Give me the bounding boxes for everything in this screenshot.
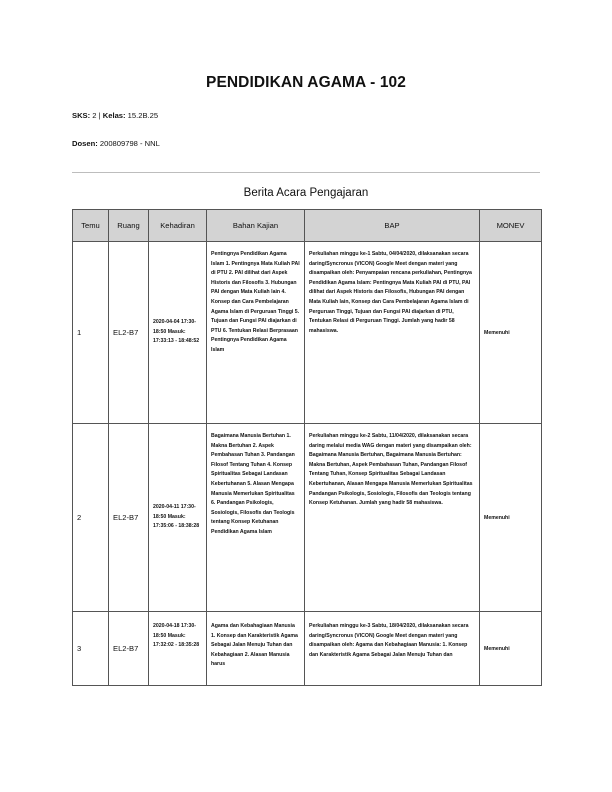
divider [72, 172, 540, 173]
column-header-monev: MONEV [480, 210, 542, 242]
cell-temu: 2 [73, 424, 109, 612]
dosen-value: 200809798 - NNL [99, 139, 160, 148]
table-header-row [73, 210, 542, 242]
section-title: Berita Acara Pengajaran [243, 187, 369, 199]
table-row [73, 424, 542, 612]
cell-temu: 3 [73, 612, 109, 686]
cell-ruang: EL2-B7 [109, 242, 149, 424]
teaching-report-table [72, 209, 542, 686]
info-separator: | [98, 111, 101, 120]
cell-bap: Perkuliahan minggu ke-1 Sabtu, 04/04/2020, dilaksanakan secara daring/Syncronus (VICON) Google Meet dengan materi yang disampaikan oleh: Penyampaian rencana perkuliahan, Pentingnya Pendidikan Agama Islam: Pentingnya Mata Kuliah PAI di PTU, PAI dilihat dari Aspek Historis dan Filosofis, Hubungan PAI dengan Mata Kuliah lain, Konsep dan Cara Pembelajaran Agama Islam di Perguruan Tinggi, Tujuan dan Fungsi PAI diajarkan di PTU, Tentukan Relasi di Perguruan Tinggi. Jumlah yang hadir 58 mahasiswa. [305, 242, 480, 424]
dosen-label: Dosen: [72, 139, 98, 148]
cell-ruang: EL2-B7 [109, 424, 149, 612]
cell-monev: Memenuhi [480, 612, 542, 686]
sks-value: 2 [92, 111, 97, 120]
course-info [72, 111, 158, 120]
table-row [73, 612, 542, 686]
cell-ruang: EL2-B7 [109, 612, 149, 686]
column-header-ruang: Ruang [109, 210, 149, 242]
column-header-bahan-kajian: Bahan Kajian [207, 210, 305, 242]
page-title: PENDIDIKAN AGAMA - 102 [206, 74, 406, 91]
cell-kehadiran: 2020-04-11 17:30-18:50 Masuk: 17:35:06 - 18:38:28 [149, 424, 207, 612]
kelas-label: Kelas: [102, 111, 126, 120]
cell-bahan-kajian: Bagaimana Manusia Bertuhan 1. Makna Bertuhan 2. Aspek Pembahasan Tuhan 3. Pandangan Filosof Tentang Tuhan 4. Konsep Spiritualitas Sebagai Landasan Kebertuhanan 5. Alasan Mengapa Manusia Memerlukan Spiritualitas 6. Pandangan Psikologis, Sosiologis, Filosofis dan Teologis tentang Konsep Ketuhanan Pendidikan Agama Islam [207, 424, 305, 612]
cell-kehadiran: 2020-04-04 17:30-18:50 Masuk: 17:33:13 - 18:48:52 [149, 242, 207, 424]
kelas-value: 15.2B.25 [127, 111, 159, 120]
cell-bahan-kajian: Pentingnya Pendidikan Agama Islam 1. Pentingnya Mata Kuliah PAI di PTU 2. PAI dilihat dari Aspek Historis dan Filosofis 3. Hubungan PAI dengan Mata Kuliah lain 4. Konsep dan Cara Pembelajaran Agama Islam di Perguruan Tinggi 5. Tujuan dan Fungsi PAI diajarkan di PTU 6. Tentukan Relasi Berprasaan Pentingnya Pendidikan Agama Islam [207, 242, 305, 424]
column-header-temu: Temu [73, 210, 109, 242]
column-header-bap: BAP [305, 210, 480, 242]
cell-temu: 1 [73, 242, 109, 424]
cell-bap: Perkuliahan minggu ke-3 Sabtu, 18/04/2020, dilaksanakan secara daring/Syncronus (VICON) Google Meet dengan materi yang disampaikan oleh: Agama dan Kebahagiaan Manusia: 1. Konsep dan Karakteristik Agama Sebagai Jalan Menuju Tuhan dan [305, 612, 480, 686]
cell-monev: Memenuhi [480, 242, 542, 424]
cell-kehadiran: 2020-04-18 17:30-18:50 Masuk: 17:32:02 - 18:35:28 [149, 612, 207, 686]
cell-bap: Perkuliahan minggu ke-2 Sabtu, 11/04/2020, dilaksanakan secara daring melalui media WAG dengan materi yang disampaikan oleh: Bagaimana Manusia Bertuhan, Bagaimana Manusia Bertuhan: Makna Bertuhan, Aspek Pembahasan Tuhan, Pandangan Filosof Tentang Tuhan, Konsep Spiritualitas Sebagai Landasan Kebertuhanan, Alasan Mengapa Manusia Memerlukan Spiritualitas Pandangan Psikologis, Sosiologis, Filosofis dan Teologis tentang Konsep Ketuhanan. Jumlah yang hadir 58 mahasiswa. [305, 424, 480, 612]
cell-bahan-kajian: Agama dan Kebahagiaan Manusia 1. Konsep dan Karakteristik Agama Sebagai Jalan Menuju Tuhan dan Kebahagiaan 2. Alasan Manusia harus [207, 612, 305, 686]
cell-monev: Memenuhi [480, 424, 542, 612]
column-header-kehadiran: Kehadiran [149, 210, 207, 242]
lecturer-info [72, 139, 160, 148]
table-row [73, 242, 542, 424]
sks-label: SKS: [72, 111, 91, 120]
